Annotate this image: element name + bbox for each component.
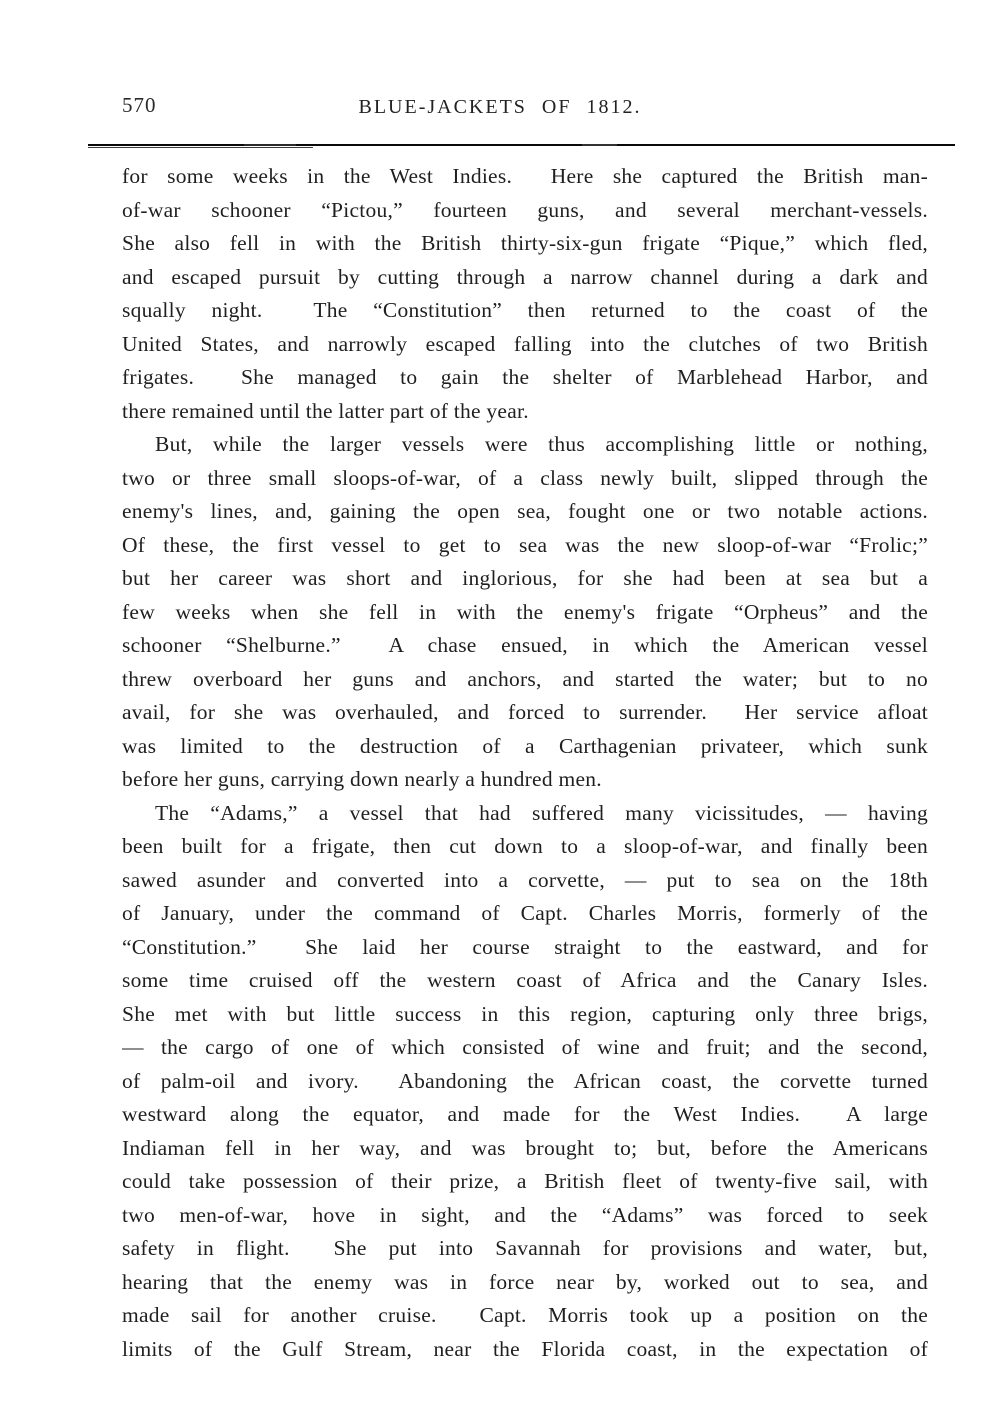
text-line: and escaped pursuit by cutting through a narrow channel during a dark and [122, 264, 928, 289]
text-line: westward along the equator, and made for the West Indies. A large [122, 1102, 928, 1126]
text-line: could take possession of their prize, a British fleet of twenty-five sail, with [122, 1169, 928, 1193]
text-line: But, while the larger vessels were thus accomplishing little or nothing, [155, 432, 928, 456]
text-line: — the cargo of one of which consisted of wine and fruit; and the second, [122, 1035, 928, 1059]
text-line: “Constitution.” She laid her course straight to the eastward, and for [122, 934, 928, 959]
text-line: enemy's lines, and, gaining the open sea, fought one or two notable actions. [122, 499, 928, 523]
paragraph [122, 797, 928, 1367]
text-line: was limited to the destruction of a Carthagenian privateer, which sunk [122, 733, 928, 758]
paragraph [122, 160, 928, 428]
text-line: of-war schooner “Pictou,” fourteen guns, and several merchant-vessels. [122, 197, 928, 222]
text-line: some time cruised off the western coast of Africa and the Canary Isles. [122, 968, 928, 992]
text-line: of January, under the command of Capt. Charles Morris, formerly of the [122, 901, 928, 925]
header-rule-divider [88, 144, 955, 146]
text-line: made sail for another cruise. Capt. Morris took up a position on the [122, 1303, 928, 1327]
text-line: schooner “Shelburne.” A chase ensued, in which the American vessel [122, 633, 928, 657]
text-line: She also fell in with the British thirty-six-gun frigate “Pique,” which fled, [122, 231, 928, 255]
text-line: limits of the Gulf Stream, near the Florida coast, in the expectation of [122, 1336, 928, 1361]
running-header-title: BLUE-JACKETS OF 1812. [358, 96, 642, 118]
text-line: United States, and narrowly escaped falling into the clutches of two British [122, 331, 928, 356]
text-line: two or three small sloops-of-war, of a class newly built, slipped through the [122, 465, 928, 490]
text-line: there remained until the latter part of the year. [122, 398, 529, 423]
text-line: sawed asunder and converted into a corvette, — put to sea on the 18th [122, 867, 928, 892]
text-line: been built for a frigate, then cut down to a sloop-of-war, and finally been [122, 834, 928, 858]
text-line: but her career was short and inglorious, for she had been at sea but a [122, 566, 928, 590]
page-number: 570 [122, 93, 157, 117]
text-line: frigates. She managed to gain the shelter of Marblehead Harbor, and [122, 365, 928, 389]
page-body [122, 160, 928, 1366]
text-line: squally night. The “Constitution” then returned to the coast of the [122, 298, 928, 322]
text-line: safety in flight. She put into Savannah for provisions and water, but, [122, 1236, 928, 1260]
text-line: The “Adams,” a vessel that had suffered many vicissitudes, — having [155, 800, 928, 825]
text-line: of palm-oil and ivory. Abandoning the African coast, the corvette turned [122, 1068, 928, 1093]
text-line: threw overboard her guns and anchors, and started the water; but to no [122, 666, 928, 691]
text-line: few weeks when she fell in with the enemy's frigate “Orpheus” and the [122, 599, 928, 624]
text-line: avail, for she was overhauled, and forced to surrender. Her service afloat [122, 700, 928, 724]
text-line: Indiaman fell in her way, and was brought to; but, before the Americans [122, 1135, 928, 1160]
text-line: before her guns, carrying down nearly a hundred men. [122, 767, 602, 791]
text-line: hearing that the enemy was in force near by, worked out to sea, and [122, 1269, 928, 1294]
text-line: for some weeks in the West Indies. Here she captured the British man- [122, 164, 928, 188]
paragraph [122, 428, 928, 797]
text-line: two men-of-war, hove in sight, and the “Adams” was forced to seek [122, 1202, 928, 1227]
text-line: She met with but little success in this region, capturing only three brigs, [122, 1001, 928, 1026]
text-line: Of these, the first vessel to get to sea was the new sloop-of-war “Frolic;” [122, 532, 928, 557]
